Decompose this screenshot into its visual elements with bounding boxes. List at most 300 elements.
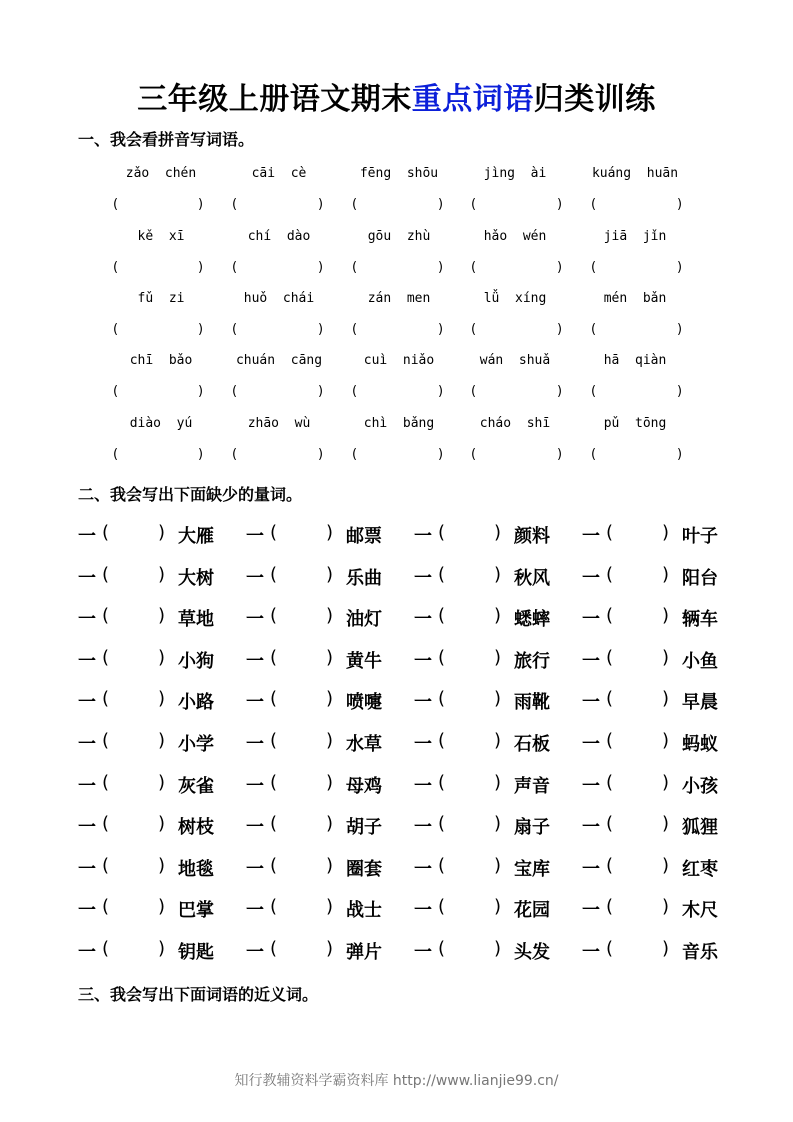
measure-noun: 黄牛 [346,651,382,672]
measure-blank-left-paren: ( [438,605,446,626]
measure-noun: 战士 [346,900,382,921]
measure-noun: 木尺 [682,900,718,921]
measure-blank-right-paren: ) [494,938,502,959]
measure-noun: 蟋蟀 [514,609,550,630]
measure-one: 一 [582,692,600,713]
measure-item [582,522,752,550]
measure-one: 一 [582,651,600,672]
answer-blank-left-paren: ( [113,384,119,399]
measure-item [78,938,248,966]
measure-one: 一 [246,568,264,589]
measure-blank-left-paren: ( [102,813,110,834]
measure-blank-left-paren: ( [606,813,614,834]
pinyin-word: gōu zhù [367,229,431,244]
measure-blank-left-paren: ( [270,605,278,626]
measure-blank-left-paren: ( [102,605,110,626]
measure-noun: 辆车 [682,609,718,630]
answer-blank-left-paren: ( [591,447,597,462]
measure-item [414,605,584,633]
measure-blank-left-paren: ( [438,896,446,917]
measure-blank-right-paren: ) [494,896,502,917]
answer-blank-left-paren: ( [471,384,477,399]
measure-blank-right-paren: ) [158,688,166,709]
pinyin-word: chī bǎo [129,353,193,368]
measure-item [246,730,416,758]
answer-row [0,447,793,467]
measure-blank-right-paren: ) [662,813,670,834]
measure-one: 一 [78,776,96,797]
measure-noun: 圈套 [346,859,382,880]
measure-one: 一 [582,568,600,589]
measure-blank-left-paren: ( [438,647,446,668]
measure-blank-left-paren: ( [438,813,446,834]
measure-row [0,688,793,716]
answer-row [0,322,793,342]
measure-blank-left-paren: ( [606,855,614,876]
measure-one: 一 [246,609,264,630]
answer-blank-left-paren: ( [113,322,119,337]
measure-one: 一 [78,568,96,589]
measure-blank-left-paren: ( [102,688,110,709]
measure-blank-right-paren: ) [158,647,166,668]
pinyin-word: zán men [367,291,431,306]
answer-blank-left-paren: ( [352,322,358,337]
answer-blank-left-paren: ( [113,260,119,275]
measure-row [0,855,793,883]
answer-blank-right-paren: ) [677,197,683,212]
measure-blank-left-paren: ( [606,605,614,626]
measure-one: 一 [582,526,600,547]
pinyin-word: zhāo wù [247,416,311,431]
measure-noun: 邮票 [346,526,382,547]
measure-blank-right-paren: ) [494,813,502,834]
measure-one: 一 [414,609,432,630]
measure-blank-left-paren: ( [270,688,278,709]
measure-one: 一 [246,692,264,713]
answer-blank-right-paren: ) [557,260,563,275]
measure-one: 一 [78,609,96,630]
answer-blank-left-paren: ( [591,260,597,275]
pinyin-word: chì bǎng [363,416,435,431]
measure-noun: 小鱼 [682,651,718,672]
section3-heading: 三、我会写出下面词语的近义词。 [78,985,319,1004]
measure-item [414,564,584,592]
measure-blank-left-paren: ( [606,564,614,585]
pinyin-word: cuì niǎo [363,353,435,368]
answer-blank-right-paren: ) [198,447,204,462]
answer-blank-left-paren: ( [471,197,477,212]
measure-blank-right-paren: ) [158,813,166,834]
measure-item [246,605,416,633]
measure-blank-right-paren: ) [158,855,166,876]
measure-one: 一 [246,776,264,797]
measure-one: 一 [246,651,264,672]
answer-blank-right-paren: ) [557,197,563,212]
answer-blank-right-paren: ) [677,322,683,337]
measure-noun: 早晨 [682,692,718,713]
measure-noun: 小孩 [682,776,718,797]
measure-noun: 石板 [514,734,550,755]
answer-blank-right-paren: ) [557,384,563,399]
measure-blank-right-paren: ) [326,730,334,751]
pinyin-row [0,166,793,186]
measure-one: 一 [582,776,600,797]
measure-item [78,688,248,716]
measure-blank-left-paren: ( [606,938,614,959]
measure-noun: 阳台 [682,568,718,589]
pinyin-word: jiā jǐn [603,229,667,244]
measure-blank-left-paren: ( [102,938,110,959]
answer-blank-right-paren: ) [318,260,324,275]
answer-blank-left-paren: ( [232,322,238,337]
measure-blank-left-paren: ( [102,772,110,793]
answer-blank-left-paren: ( [591,322,597,337]
measure-row [0,896,793,924]
answer-blank-left-paren: ( [471,260,477,275]
measure-item [246,772,416,800]
measure-blank-left-paren: ( [270,772,278,793]
measure-blank-right-paren: ) [494,688,502,709]
measure-blank-left-paren: ( [102,564,110,585]
pinyin-word: kuáng huān [591,166,679,181]
measure-item [414,772,584,800]
answer-blank-right-paren: ) [677,260,683,275]
answer-blank-right-paren: ) [438,322,444,337]
measure-item [414,522,584,550]
measure-blank-right-paren: ) [326,647,334,668]
answer-blank-right-paren: ) [318,322,324,337]
title-part2: 归类训练 [533,82,656,117]
pinyin-word: zǎo chén [125,166,197,181]
answer-blank-left-paren: ( [352,447,358,462]
measure-item [246,813,416,841]
measure-one: 一 [78,900,96,921]
measure-noun: 喷嚏 [346,692,382,713]
measure-blank-right-paren: ) [158,605,166,626]
measure-blank-right-paren: ) [158,938,166,959]
measure-item [78,647,248,675]
measure-blank-right-paren: ) [326,522,334,543]
measure-blank-right-paren: ) [662,564,670,585]
title-highlight: 重点词语 [411,82,534,117]
pinyin-word: lǚ xíng [483,291,547,306]
measure-blank-left-paren: ( [606,772,614,793]
measure-blank-left-paren: ( [270,647,278,668]
measure-item [414,647,584,675]
measure-blank-right-paren: ) [662,896,670,917]
measure-item [582,605,752,633]
measure-one: 一 [78,859,96,880]
pinyin-row [0,229,793,249]
measure-blank-right-paren: ) [158,730,166,751]
measure-noun: 草地 [178,609,214,630]
pinyin-row [0,353,793,373]
measure-one: 一 [78,692,96,713]
measure-noun: 狐狸 [682,817,718,838]
measure-item [582,855,752,883]
measure-noun: 母鸡 [346,776,382,797]
measure-blank-right-paren: ) [158,522,166,543]
answer-blank-left-paren: ( [232,447,238,462]
measure-blank-right-paren: ) [494,772,502,793]
pinyin-word: wán shuǎ [479,353,551,368]
measure-noun: 弹片 [346,942,382,963]
measure-blank-right-paren: ) [158,896,166,917]
measure-one: 一 [246,526,264,547]
pinyin-row [0,416,793,436]
measure-one: 一 [582,942,600,963]
measure-noun: 扇子 [514,817,550,838]
measure-row [0,730,793,758]
measure-one: 一 [414,692,432,713]
measure-noun: 叶子 [682,526,718,547]
measure-one: 一 [78,734,96,755]
measure-item [414,813,584,841]
measure-noun: 音乐 [682,942,718,963]
answer-blank-right-paren: ) [677,447,683,462]
measure-item [246,688,416,716]
measure-item [78,855,248,883]
measure-noun: 头发 [514,942,550,963]
measure-noun: 旅行 [514,651,550,672]
answer-blank-left-paren: ( [471,447,477,462]
answer-blank-right-paren: ) [677,384,683,399]
measure-noun: 油灯 [346,609,382,630]
measure-item [582,730,752,758]
measure-noun: 雨靴 [514,692,550,713]
measure-blank-left-paren: ( [270,730,278,751]
measure-blank-right-paren: ) [158,772,166,793]
measure-one: 一 [246,859,264,880]
measure-blank-right-paren: ) [662,855,670,876]
measure-item [246,855,416,883]
measure-blank-right-paren: ) [326,564,334,585]
pinyin-word: mén bǎn [603,291,667,306]
pinyin-word: kě xī [137,229,185,244]
measure-noun: 花园 [514,900,550,921]
measure-one: 一 [582,900,600,921]
measure-blank-right-paren: ) [326,896,334,917]
measure-item [582,688,752,716]
measure-blank-right-paren: ) [662,730,670,751]
pinyin-word: pǔ tōng [603,416,667,431]
measure-blank-right-paren: ) [326,855,334,876]
measure-noun: 大树 [178,568,214,589]
measure-noun: 钥匙 [178,942,214,963]
measure-blank-left-paren: ( [270,938,278,959]
answer-blank-right-paren: ) [438,260,444,275]
measure-noun: 声音 [514,776,550,797]
measure-blank-left-paren: ( [270,813,278,834]
measure-item [414,688,584,716]
pinyin-word: fǔ zi [137,291,185,306]
pinyin-word: hā qiàn [603,353,667,368]
answer-blank-right-paren: ) [198,384,204,399]
answer-row [0,260,793,280]
pinyin-word: hǎo wén [483,229,547,244]
measure-one: 一 [246,734,264,755]
measure-noun: 秋风 [514,568,550,589]
measure-noun: 颜料 [514,526,550,547]
measure-noun: 红枣 [682,859,718,880]
answer-blank-left-paren: ( [232,260,238,275]
measure-blank-right-paren: ) [662,605,670,626]
measure-blank-right-paren: ) [494,647,502,668]
measure-blank-left-paren: ( [270,522,278,543]
measure-row [0,938,793,966]
measure-blank-right-paren: ) [326,772,334,793]
measure-noun: 地毯 [178,859,214,880]
measure-one: 一 [414,859,432,880]
measure-blank-right-paren: ) [326,938,334,959]
measure-blank-left-paren: ( [270,564,278,585]
measure-one: 一 [414,526,432,547]
measure-noun: 水草 [346,734,382,755]
pinyin-word: chí dào [247,229,311,244]
measure-item [582,813,752,841]
measure-noun: 小路 [178,692,214,713]
measure-row [0,522,793,550]
measure-noun: 大雁 [178,526,214,547]
answer-row [0,197,793,217]
measure-blank-left-paren: ( [606,896,614,917]
answer-blank-right-paren: ) [318,384,324,399]
section1-heading: 一、我会看拼音写词语。 [78,130,255,149]
measure-blank-left-paren: ( [606,688,614,709]
measure-row [0,605,793,633]
measure-noun: 灰雀 [178,776,214,797]
measure-blank-left-paren: ( [438,855,446,876]
measure-row [0,564,793,592]
answer-blank-left-paren: ( [113,447,119,462]
measure-item [78,605,248,633]
measure-blank-right-paren: ) [326,688,334,709]
measure-item [78,813,248,841]
measure-one: 一 [78,526,96,547]
measure-item [78,564,248,592]
measure-row [0,772,793,800]
measure-one: 一 [582,734,600,755]
measure-one: 一 [414,734,432,755]
measure-noun: 蚂蚁 [682,734,718,755]
measure-one: 一 [582,817,600,838]
measure-row [0,647,793,675]
measure-item [78,896,248,924]
answer-blank-left-paren: ( [591,384,597,399]
measure-blank-right-paren: ) [662,688,670,709]
page-title [0,74,793,118]
answer-blank-left-paren: ( [591,197,597,212]
measure-blank-right-paren: ) [494,522,502,543]
measure-one: 一 [246,900,264,921]
measure-one: 一 [246,817,264,838]
measure-item [582,938,752,966]
measure-item [582,772,752,800]
measure-noun: 巴掌 [178,900,214,921]
pinyin-word: chuán cāng [235,353,323,368]
measure-item [582,564,752,592]
answer-blank-left-paren: ( [471,322,477,337]
pinyin-word: cháo shī [479,416,551,431]
measure-blank-left-paren: ( [102,647,110,668]
measure-blank-left-paren: ( [438,772,446,793]
measure-noun: 小学 [178,734,214,755]
title-part1: 三年级上册语文期末 [137,82,412,117]
measure-item [414,896,584,924]
answer-blank-right-paren: ) [557,322,563,337]
pinyin-word: jìng ài [483,166,547,181]
answer-blank-left-paren: ( [352,260,358,275]
answer-blank-left-paren: ( [232,384,238,399]
pinyin-word: diào yú [129,416,193,431]
measure-one: 一 [414,776,432,797]
measure-item [246,522,416,550]
answer-blank-right-paren: ) [438,447,444,462]
measure-item [582,647,752,675]
measure-blank-left-paren: ( [606,730,614,751]
measure-blank-right-paren: ) [326,605,334,626]
pinyin-row [0,291,793,311]
measure-item [246,564,416,592]
measure-noun: 树枝 [178,817,214,838]
measure-one: 一 [414,817,432,838]
measure-item [246,896,416,924]
measure-item [414,730,584,758]
measure-one: 一 [246,942,264,963]
measure-blank-right-paren: ) [494,730,502,751]
measure-blank-left-paren: ( [270,896,278,917]
measure-item [246,647,416,675]
measure-blank-left-paren: ( [102,522,110,543]
measure-blank-right-paren: ) [494,564,502,585]
measure-blank-right-paren: ) [326,813,334,834]
answer-blank-right-paren: ) [198,260,204,275]
measure-item [78,772,248,800]
measure-blank-left-paren: ( [606,647,614,668]
measure-one: 一 [582,859,600,880]
measure-one: 一 [78,651,96,672]
measure-item [246,938,416,966]
section2-heading: 二、我会写出下面缺少的量词。 [78,485,303,504]
measure-blank-left-paren: ( [606,522,614,543]
measure-blank-left-paren: ( [438,522,446,543]
measure-one: 一 [582,609,600,630]
measure-item [582,896,752,924]
measure-one: 一 [414,942,432,963]
measure-blank-right-paren: ) [662,647,670,668]
measure-noun: 宝库 [514,859,550,880]
pinyin-word: cāi cè [251,166,307,181]
measure-blank-right-paren: ) [158,564,166,585]
answer-blank-left-paren: ( [352,384,358,399]
measure-one: 一 [414,900,432,921]
answer-blank-left-paren: ( [113,197,119,212]
measure-item [414,938,584,966]
measure-row [0,813,793,841]
measure-blank-right-paren: ) [662,938,670,959]
measure-item [414,855,584,883]
answer-row [0,384,793,404]
measure-one: 一 [78,942,96,963]
measure-blank-left-paren: ( [270,855,278,876]
answer-blank-right-paren: ) [557,447,563,462]
measure-one: 一 [414,568,432,589]
measure-blank-left-paren: ( [438,564,446,585]
measure-noun: 乐曲 [346,568,382,589]
answer-blank-right-paren: ) [318,447,324,462]
footer-watermark: 知行教辅资料学霸资料库 http://www.lianjie99.cn/ [234,1073,559,1089]
measure-blank-left-paren: ( [438,938,446,959]
